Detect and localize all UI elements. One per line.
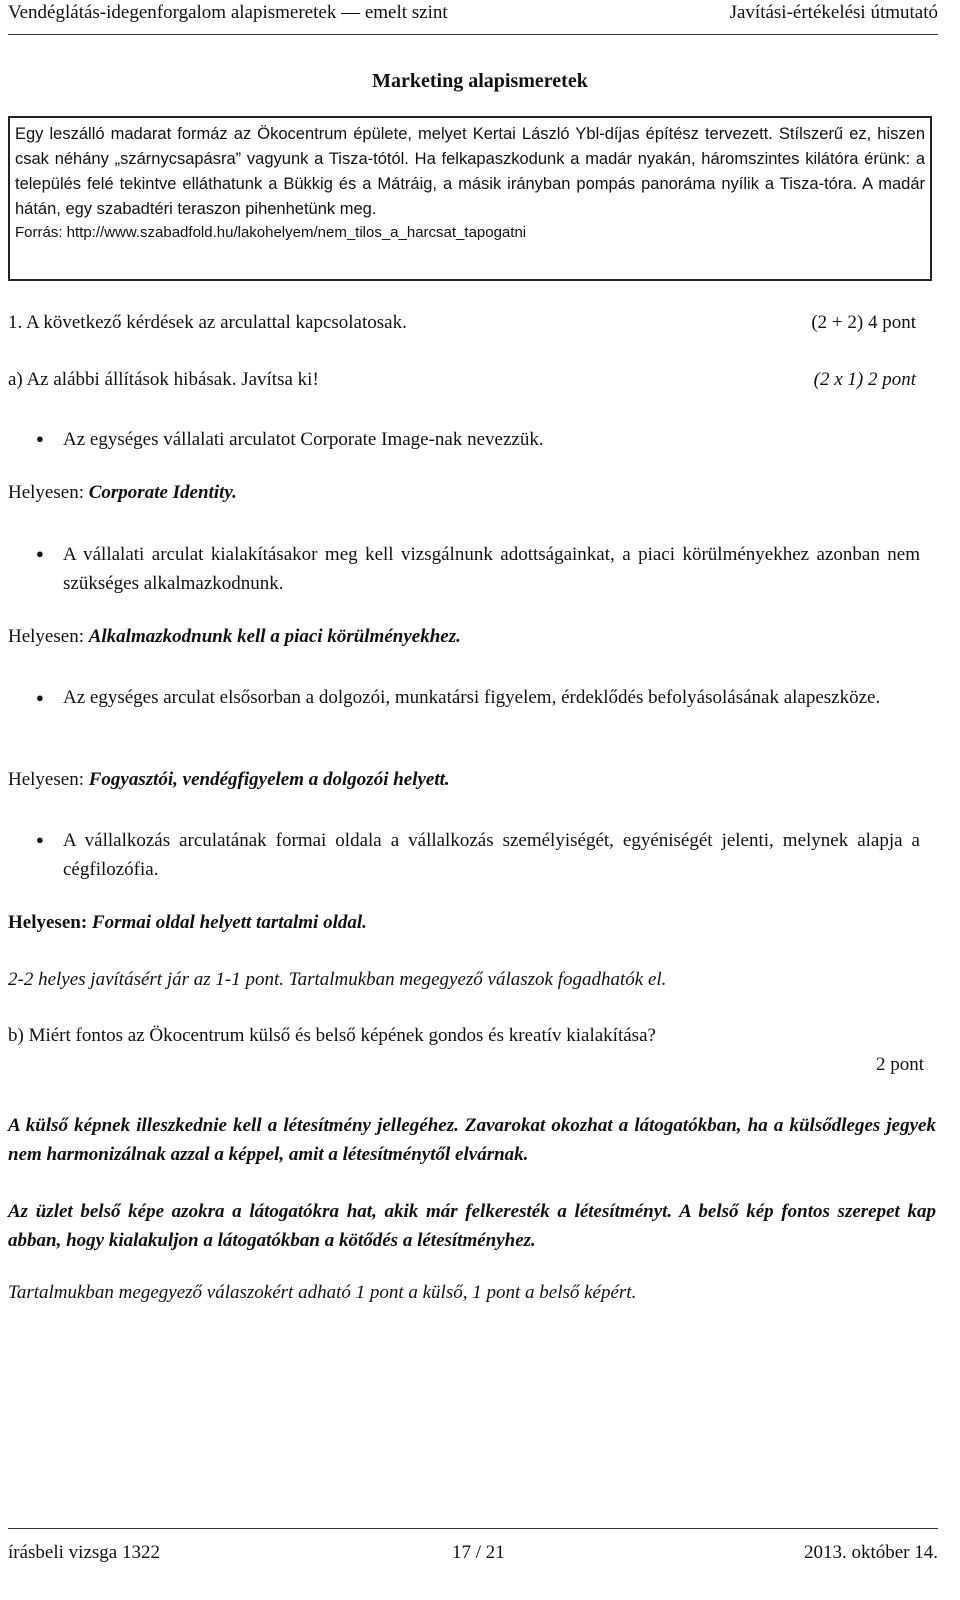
intro-text: Egy leszálló madarat formáz az Ökocentrum épülete, melyet Kertai László Ybl-díjas építész tervezett. Stílszerű ez, hiszen csak néhány „szárnycsapásra” vagyunk a Tisza-tótól. Ha felkapaszkodunk a madár nyakán, háromszintes kilátóra érünk: a település felé tekintve elláthatunk a Bükkig és a Mátráig, a másik irányban pompás panoráma nyílik a Tisza-tóra. A madár hátán, egy szabadtéri teraszon pihenhetünk meg. xyxy=(15,125,925,218)
question-1-text: 1. A következő kérdések az arculattal kapcsolatosak. xyxy=(8,312,407,333)
question-1-points: (2 + 2) 4 pont xyxy=(811,312,916,333)
header-subtitle: Javítási-értékelési útmutató xyxy=(729,2,938,23)
answer-3-value: Fogyasztói, vendégfigyelem a dolgozói helyett. xyxy=(88,769,450,790)
section-title: Marketing alapismeretek xyxy=(372,70,588,92)
question-b-text: b) Miért fontos az Ökocentrum külső és belső képének gondos és kreatív kialakítása? xyxy=(8,1025,656,1046)
answer-2 xyxy=(8,626,461,648)
intro-box xyxy=(8,116,932,281)
intro-source: Forrás: http://www.szabadfold.hu/lakohelyem/nem_tilos_a_harcsat_tapogatni xyxy=(15,224,527,241)
answer-4-value: Formai oldal helyett tartalmi oldal. xyxy=(91,912,367,933)
answer-4 xyxy=(8,912,367,934)
scoring-note-a: 2-2 helyes javításért jár az 1-1 pont. Tartalmukban megegyező válaszok fogadhatók el. xyxy=(8,969,667,990)
bullet-icon: ● xyxy=(36,546,44,561)
answer-1 xyxy=(8,482,237,504)
question-a xyxy=(8,369,916,391)
footer-page-number: 17 / 21 xyxy=(452,1542,505,1563)
statement-3: Az egységes arculat elsősorban a dolgozói, munkatársi figyelem, érdeklődés befolyásolásának alapeszköze. xyxy=(63,687,881,708)
header-title: Vendéglátás-idegenforgalom alapismeretek — emelt szint xyxy=(8,2,448,23)
answer-b-paragraph-1: A külső képnek illeszkednie kell a létesítmény jellegéhez. Zavarokat okozhat a látogatókban, ha a külsődleges jegyek nem harmonizálnak azzal a képpel, amit a létesítménytől elvárnak. xyxy=(8,1115,936,1165)
question-b-points: 2 pont xyxy=(875,1054,924,1075)
answer-4-label: Helyesen: xyxy=(8,912,92,933)
header-divider xyxy=(8,34,938,35)
bullet-icon: ● xyxy=(36,832,44,847)
footer-date: 2013. október 14. xyxy=(803,1542,938,1563)
question-a-text: a) Az alábbi állítások hibásak. Javítsa ki! xyxy=(8,369,319,390)
statement-1: Az egységes vállalati arculatot Corporate Image-nak nevezzük. xyxy=(63,429,544,450)
answer-2-label: Helyesen: xyxy=(8,626,89,647)
answer-1-value: Corporate Identity. xyxy=(88,482,237,503)
answer-3-label: Helyesen: xyxy=(8,769,89,790)
bullet-icon: ● xyxy=(36,690,44,705)
bullet-icon: ● xyxy=(36,431,44,446)
answer-b-paragraph-2: Az üzlet belső képe azokra a látogatókra hat, akik már felkeresték a létesítményt. A belső kép fontos szerepet kap abban, hogy kialakuljon a látogatókban a kötődés a létesítményhez. xyxy=(8,1201,936,1251)
question-1 xyxy=(8,312,916,334)
answer-2-value: Alkalmazkodnunk kell a piaci körülményekhez. xyxy=(88,626,461,647)
answer-3 xyxy=(8,769,450,791)
footer-exam-id: írásbeli vizsga 1322 xyxy=(8,1542,160,1563)
question-a-points: (2 x 1) 2 pont xyxy=(813,369,916,390)
answer-1-label: Helyesen: xyxy=(8,482,89,503)
footer-divider xyxy=(8,1528,938,1529)
scoring-note-b: Tartalmukban megegyező válaszokért adható 1 pont a külső, 1 pont a belső képért. xyxy=(8,1282,637,1303)
statement-4: A vállalkozás arculatának formai oldala a vállalkozás személyiségét, egyéniségét jelenti, melynek alapja a cégfilozófia. xyxy=(63,830,920,880)
statement-2: A vállalati arculat kialakításakor meg kell vizsgálnunk adottságainkat, a piaci körülményekhez azonban nem szükséges alkalmazkodnunk. xyxy=(63,544,920,594)
